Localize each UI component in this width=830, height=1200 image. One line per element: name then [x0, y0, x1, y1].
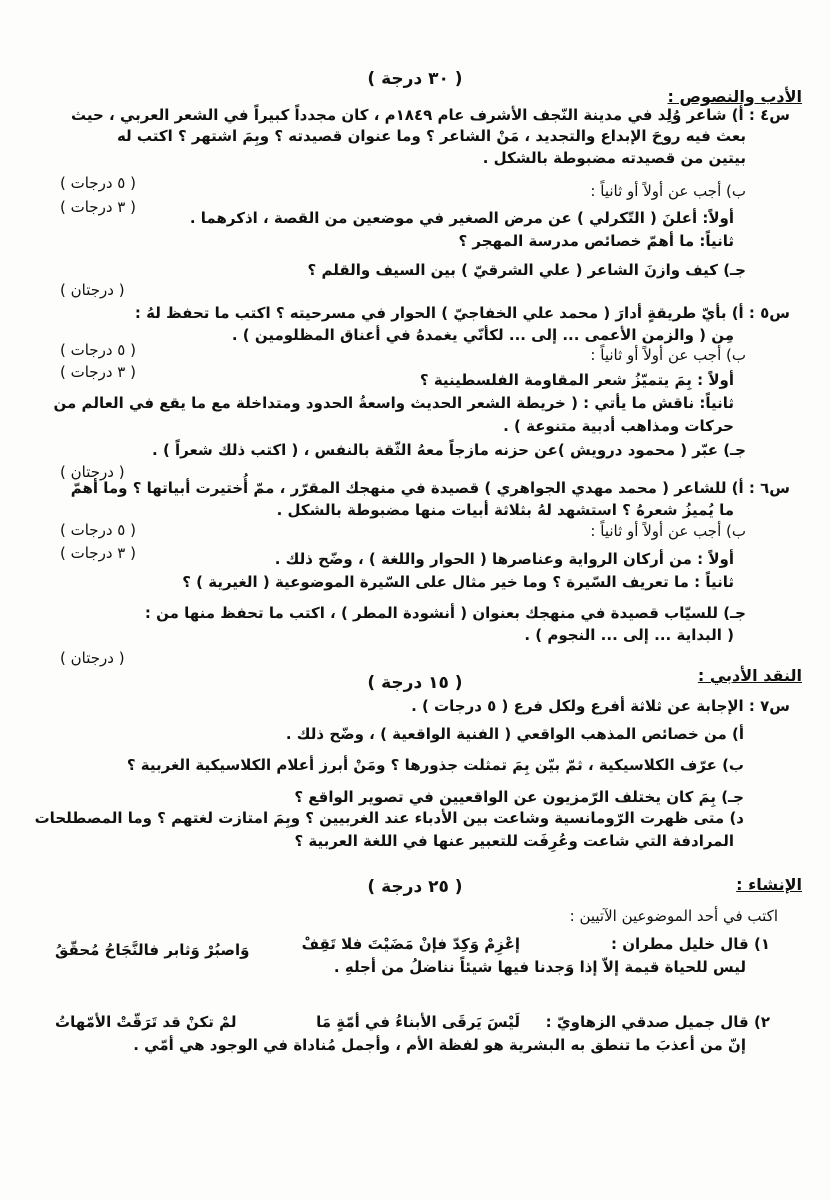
- q7-a: أ) من خصائص المذهب الواقعي ( الفنية الواقعية ) ، وضّح ذلك .: [285, 725, 744, 743]
- q7-intro: س٧ : الإجابة عن ثلاثة أفرع ولكل فرع ( ٥ درجات ) .: [411, 697, 790, 715]
- q4-b-second: ثانياً: ما أهمّ خصائص مدرسة المهجر ؟: [458, 232, 734, 250]
- q4-c: جـ) كيف وازنَ الشاعر ( علي الشرقيّ ) بين السيف والقلم ؟: [307, 261, 746, 279]
- q4-a-line1: س٤ : أ) شاعر وُلِد في مدينة النّجف الأشرف عام ١٨٤٩م ، كان مجدداً كبيراً في الشعر العربي ، حيث: [71, 106, 790, 124]
- criticism-heading: النقد الأدبي :: [697, 666, 802, 685]
- q4-b-first: أولاً: أعلنَ ( التّكرلي ) عن مرض الصغير في موضعين من القصة ، اذكرهما .: [189, 209, 734, 227]
- q5-c: جـ) عبّر ( محمود درويش )عن حزنه مازجاً معهُ الثّقة بالنفس ، ( اكتب ذلك شعراً ) .: [152, 441, 746, 459]
- composition-score: ( ٢٥ درجة ): [367, 877, 463, 897]
- q6-c-points: ( درجتان ): [60, 649, 125, 667]
- topic2-label: ٢) قال جميل صدقي الزهاويّ :: [545, 1013, 770, 1031]
- topic1-verse-second: وَاصبُرْ وَثابر فالنَّجَاحُ مُحقّقُ: [55, 941, 250, 959]
- q6-c-line1: جـ) للسيّاب قصيدة في منهجك بعنوان ( أنشودة المطر ) ، اكتب ما تحفظ منها من :: [144, 604, 746, 622]
- literature-heading: الأدب والنصوص :: [667, 87, 802, 106]
- topic2-verse-first: لَيْسَ يَرقَى الأبناءُ في أمّةٍ مَا: [316, 1013, 520, 1031]
- composition-intro: اكتب في أحد الموضوعين الآتيين :: [569, 907, 778, 925]
- q4-a-line3: بيتين من قصيدته مضبوطة بالشكل .: [482, 149, 746, 167]
- q6-b-first: أولاً : من أركان الرواية وعناصرها ( الحوار واللغة ) ، وضّح ذلك .: [274, 550, 734, 568]
- q5-c-points: ( درجتان ): [60, 463, 125, 481]
- q5-a-points: ( ٥ درجات ): [60, 341, 136, 359]
- q6-b-second: ثانياً : ما تعريف السّيرة ؟ وما خير مثال على السّيرة الموضوعية ( الغيرية ) ؟: [182, 573, 734, 591]
- q4-b-points: ( ٣ درجات ): [60, 198, 136, 216]
- topic1-label: ١) قال خليل مطران :: [611, 935, 770, 953]
- literature-score: ( ٣٠ درجة ): [367, 69, 463, 89]
- q5-a-line2: مِن ( والزمن الأعمى ... إلى ... لكأنّي يغمدهُ في أعناق المظلومين ) .: [231, 326, 734, 344]
- q7-d-line1: د) متى ظهرت الرّومانسية وشاعت بين الأدباء عند الغربيين ؟ وبِمَ امتازت لغتهم ؟ وما المصطلحات: [34, 809, 744, 827]
- q5-b-second-line1: ثانياً: ناقش ما يأتي : ( خريطة الشعر الحديث واسعةُ الحدود ومتداخلة مع ما يقع في العالم من: [53, 394, 734, 412]
- q6-a-line2: ما يُميزُ شعرهُ ؟ استشهد لهُ بثلاثة أبيات منها مضبوطة بالشكل .: [276, 501, 734, 519]
- q4-a-points: ( ٥ درجات ): [60, 174, 136, 192]
- topic2-line2: إنّ من أعذبَ ما تنطق به البشرية هو لفظة الأم ، وأجمل مُناداة في الوجود هي أمّي .: [133, 1036, 746, 1054]
- q4-a-line2: بعث فيه روحَ الإبداع والتجديد ، مَنْ الشاعر ؟ وما عنوان قصيدته ؟ وبِمَ اشتهر ؟ اكتب له: [116, 127, 746, 145]
- q5-b-intro: ب) أجب عن أولاً أو ثانياً :: [590, 346, 746, 364]
- q7-c: جـ) بِمَ كان يختلف الرّمزيون عن الواقعيين في تصوير الواقع ؟: [294, 788, 744, 806]
- composition-heading: الإنشاء :: [736, 875, 802, 894]
- q6-c-line2: ( البداية ... إلى ... النجوم ) .: [524, 626, 734, 644]
- q6-b-points: ( ٣ درجات ): [60, 544, 136, 562]
- q7-d-line2: المرادفة التي شاعت وعُرِفَت للتعبير عنها في اللغة العربية ؟: [294, 832, 734, 850]
- topic1-line2: ليس للحياة قيمة إلاّ إذا وَجدنا فيها شيئاً نناضلُ من أجلهِ .: [333, 958, 746, 976]
- q5-b-first: أولاً : بِمَ يتميّزُ شعر المقاومة الفلسطينية ؟: [419, 371, 734, 389]
- q6-b-intro: ب) أجب عن أولاً أو ثانياً :: [590, 522, 746, 540]
- topic2-verse-second: لمْ تكنْ قد تَرَقّتْ الأمّهاتُ: [55, 1013, 237, 1031]
- q6-a-line1: س٦ : أ) للشاعر ( محمد مهدي الجواهري ) قصيدة في منهجك المقرّر ، ممّ أُختيرت أبياتها ؟ وما أهمّ: [70, 479, 790, 497]
- q4-b-intro: ب) أجب عن أولاً أو ثانياً :: [590, 182, 746, 200]
- q7-b: ب) عرّف الكلاسيكية ، ثمّ بيّن بِمَ تمثلت جذورها ؟ ومَنْ أبرز أعلام الكلاسيكية الغربية ؟: [126, 756, 744, 774]
- topic1-verse-first: إعْزِمْ وَكِدّ فإنْ مَضَيْتَ فلا تَقِفْ: [301, 935, 520, 953]
- criticism-score: ( ١٥ درجة ): [367, 673, 463, 693]
- q5-b-points: ( ٣ درجات ): [60, 363, 136, 381]
- q6-a-points: ( ٥ درجات ): [60, 521, 136, 539]
- q4-c-points: ( درجتان ): [60, 281, 125, 299]
- q5-a-line1: س٥ : أ) بأيّ طريقةٍ أدارَ ( محمد علي الخفاجيّ ) الحوار في مسرحيته ؟ اكتب ما تحفظ لهُ :: [134, 304, 790, 322]
- q5-b-second-line2: حركات ومذاهب أدبية متنوعة ) .: [503, 417, 734, 435]
